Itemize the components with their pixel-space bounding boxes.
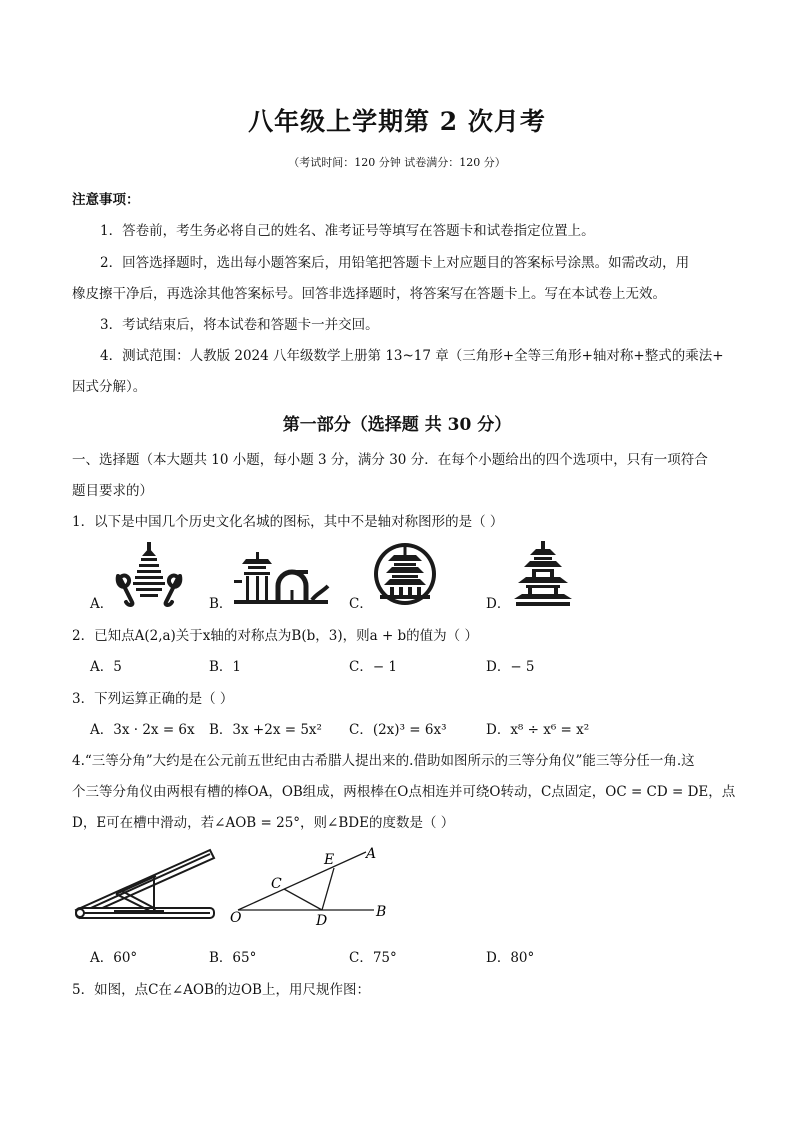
note-item-4-line2: 因式分解）。 [72,379,147,395]
angle-trisection-diagram [226,842,396,926]
note-item-1: 1．答卷前，考生务必将自己的姓名、准考证号等填写在答题卡和试卷指定位置上。 [100,223,595,239]
q4-option-b: B．65° [209,950,257,966]
q1-stem: 1．以下是中国几个历史文化名城的图标，其中不是轴对称图形的是（ ） [72,514,504,530]
page-title: 八年级上学期第 2 次月考 [248,107,546,136]
q2-option-d: D．− 5 [486,659,535,675]
q3-option-a: A．3x · 2x = 6x [90,722,195,738]
note-item-2-line1: 2．回答选择题时，选出每小题答案后，用铅笔把答题卡上对应题目的答案标号涂黑。如需改动，用 [100,255,690,271]
q3-option-c: C．(2x)³ = 6x³ [349,722,447,738]
notes-heading: 注意事项： [72,192,140,208]
point-c-label: C [271,876,282,892]
q4-option-c: C．75° [349,950,397,966]
trisector-device-figure [70,842,220,924]
q4-option-d: D．80° [486,950,535,966]
point-o-label: O [230,910,242,926]
point-b-label: B [376,904,387,920]
q4-stem-line2: 个三等分角仪由两根有槽的棒OA，OB组成，两根棒在O点相连并可绕O转动，C点固定，OC = CD = DE，点 [72,784,736,800]
q3-option-b: B．3x +2x = 5x² [209,722,322,738]
q3-stem: 3．下列运算正确的是（ ） [72,691,234,707]
q4-stem-line3: D，E可在槽中滑动，若∠AOB = 25°，则∠BDE的度数是（ ） [72,815,455,831]
section-instructions-line1: 一、选择题（本大题共 10 小题，每小题 3 分，满分 30 分．在每个小题给出的四个选项中，只有一项符合 [72,452,708,468]
exam-time-info: （考试时间：120 分钟 试卷满分：120 分） [288,156,506,169]
q2-option-a: A．5 [90,659,122,675]
note-item-2-line2: 橡皮擦干净后，再选涂其他答案标号。回答非选择题时，将答案写在答题卡上。写在本试卷上无效。 [72,286,666,302]
note-item-4-line1: 4．测试范围：人教版 2024 八年级数学上册第 13~17 章（三角形+全等三角形+轴对称+整式的乘法+ [100,348,724,364]
q1-option-a-label: A． [90,596,114,612]
gate-emblem-icon [232,550,330,606]
point-d-label: D [316,913,328,926]
point-e-label: E [324,852,335,868]
point-a-label: A [366,846,377,862]
q2-option-b: B．1 [209,659,242,675]
note-item-3: 3．考试结束后，将本试卷和答题卡一并交回。 [100,317,379,333]
q5-stem: 5．如图，点C在∠AOB的边OB上，用尺规作图： [72,982,370,998]
pagoda-emblem-icon [114,540,184,608]
circular-temple-emblem-icon [372,541,438,607]
q4-stem-line1: 4.“三等分角”大约是在公元前五世纪由古希腊人提出来的.借助如图所示的三等分角仪”能三等分任一角.这 [72,753,695,769]
q1-option-c-label: C． [349,596,373,612]
q1-option-d-label: D． [486,596,511,612]
q2-stem: 2．已知点A(2,a)关于x轴的对称点为B(b，3)，则a + b的值为（ ） [72,628,478,644]
q3-option-d: D．x⁸ ÷ x⁶ = x² [486,722,590,738]
q1-option-b-label: B． [209,596,233,612]
q4-option-a: A．60° [90,950,138,966]
tower-emblem-icon [512,541,574,607]
part1-title: 第一部分（选择题 共 30 分） [282,415,512,435]
section-instructions-line2: 题目要求的） [72,483,153,499]
q2-option-c: C．− 1 [349,659,398,675]
